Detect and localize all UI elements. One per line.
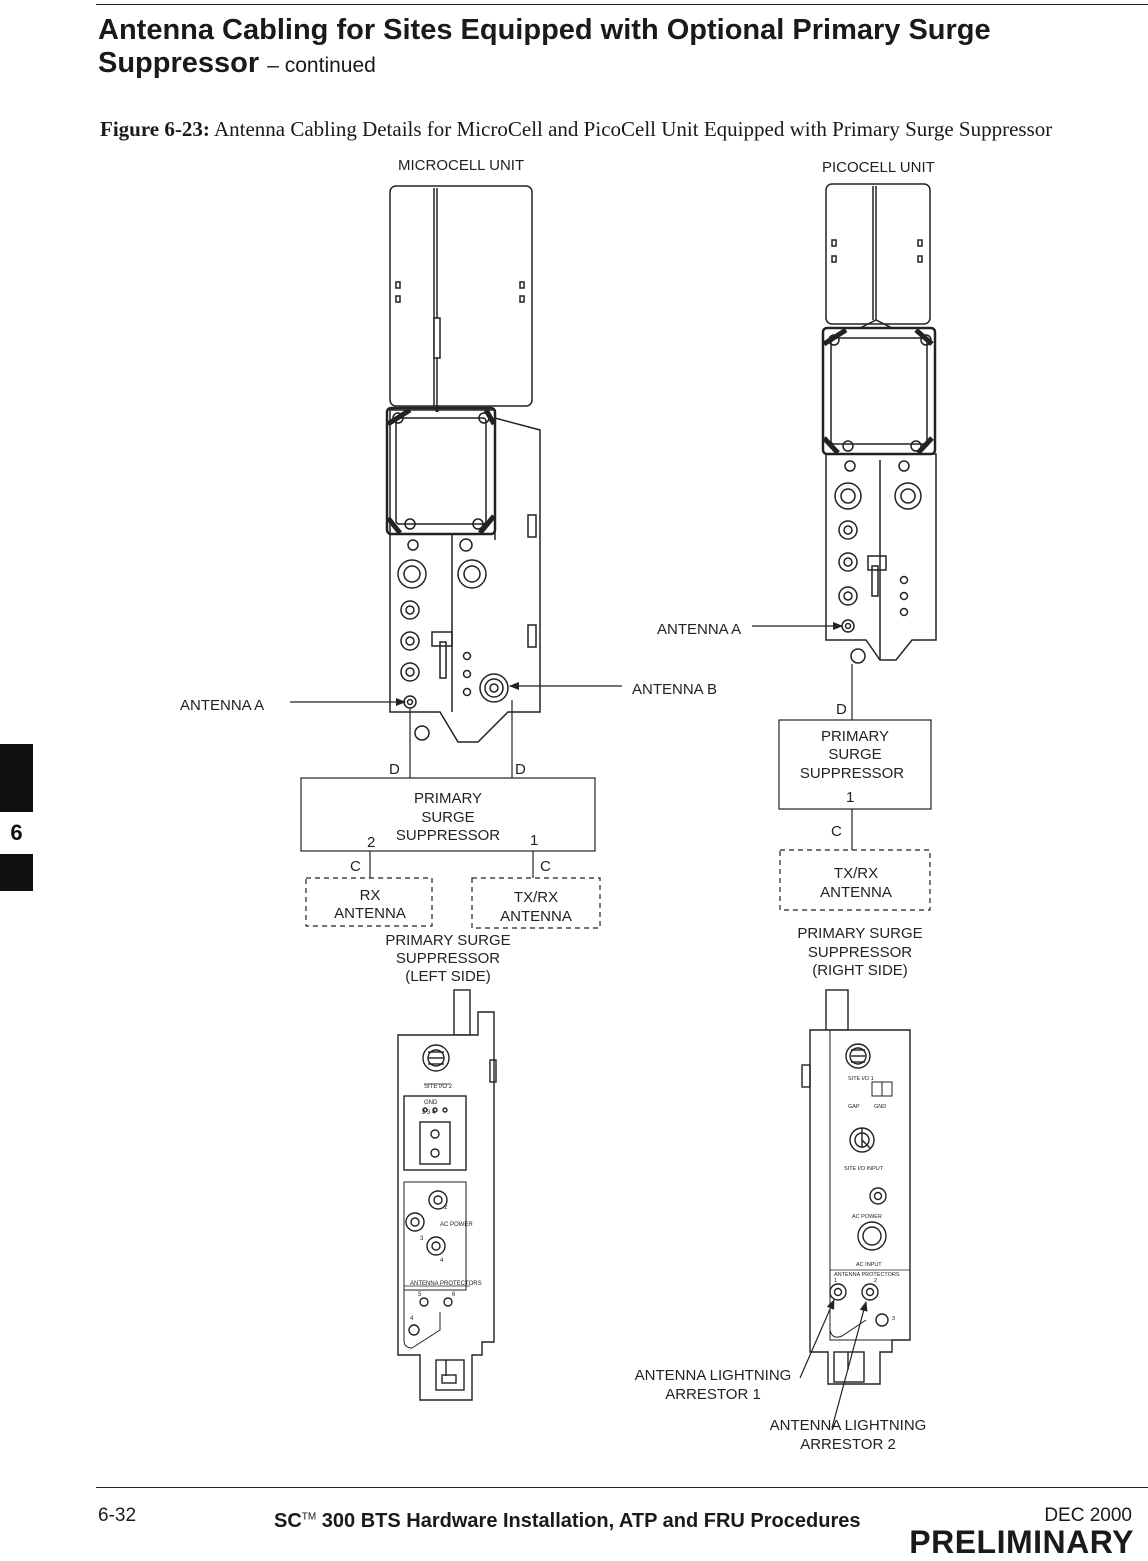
suppressor-left-side-drawing — [398, 990, 496, 1400]
microcell-port-2: 2 — [367, 834, 376, 851]
left-side-label-1: PRIMARY SURGE — [385, 932, 511, 949]
svg-text:ANTENNA PROTECTORS: ANTENNA PROTECTORS — [410, 1281, 482, 1287]
picocell-port-1: 1 — [846, 789, 855, 806]
picocell-suppressor-line3: SUPPRESSOR — [799, 765, 905, 782]
document-date: DEC 2000 — [1044, 1505, 1132, 1526]
microcell-suppressor-line2: SURGE — [421, 809, 475, 826]
microcell-conn-d-left: D — [389, 761, 400, 778]
svg-text:GAP: GAP — [848, 1104, 860, 1110]
right-side-label-2: SUPPRESSOR — [807, 944, 913, 961]
svg-text:6: 6 — [452, 1292, 456, 1298]
microcell-conn-c-right: C — [540, 858, 551, 875]
arrestor-1-line2: ARRESTOR 1 — [665, 1386, 761, 1403]
picocell-suppressor-line1: PRIMARY — [820, 728, 890, 745]
picocell-title: PICOCELL UNIT — [822, 159, 935, 176]
svg-text:2: 2 — [874, 1278, 878, 1284]
svg-text:SITE I/O 2: SITE I/O 2 — [424, 1084, 453, 1090]
microcell-suppressor-line3: SUPPRESSOR — [395, 827, 501, 844]
svg-text:3: 3 — [420, 1236, 424, 1242]
svg-text:SITE I/O INPUT: SITE I/O INPUT — [844, 1166, 884, 1172]
microcell-antenna-a-label: ANTENNA A — [180, 697, 265, 714]
picocell-antenna-a-label: ANTENNA A — [657, 621, 742, 638]
microcell-conn-d-right: D — [515, 761, 526, 778]
page-title-continued: – continued — [267, 54, 376, 77]
rx-antenna-line1: RX — [359, 887, 381, 904]
chapter-tab-lower — [0, 854, 33, 891]
microcell-antenna-b-label: ANTENNA B — [632, 681, 718, 698]
chapter-tab-upper — [0, 744, 33, 812]
picocell-unit-drawing — [823, 184, 936, 663]
svg-text:2: 2 — [444, 1205, 448, 1211]
page-title-text: Antenna Cabling for Sites Equipped with Optional Primary Surge Suppressor — [98, 14, 991, 79]
svg-text:GND: GND — [424, 1100, 438, 1106]
svg-text:2 3 4: 2 3 4 — [422, 1110, 436, 1116]
svg-text:5: 5 — [418, 1292, 422, 1298]
figure-number: Figure 6-23: — [100, 117, 210, 141]
svg-text:SITE I/O 1: SITE I/O 1 — [848, 1076, 874, 1082]
rx-antenna-line2: ANTENNA — [334, 905, 406, 922]
picocell-suppressor-line2: SURGE — [828, 746, 882, 763]
svg-text:ANTENNA PROTECTORS: ANTENNA PROTECTORS — [834, 1272, 900, 1278]
footer-rule — [96, 1487, 1148, 1488]
arrestor-2-line1: ANTENNA LIGHTNING — [769, 1417, 927, 1434]
microcell-txrx-line2: ANTENNA — [500, 908, 572, 925]
chapter-tab-number: 6 — [0, 814, 33, 852]
microcell-unit-drawing — [387, 186, 540, 742]
svg-text:AC POWER: AC POWER — [440, 1222, 473, 1228]
microcell-port-1: 1 — [530, 832, 539, 849]
document-title-rest: 300 BTS Hardware Installation, ATP and FRU Procedures — [316, 1510, 861, 1532]
microcell-conn-c-left: C — [350, 858, 361, 875]
suppressor-right-side-drawing — [802, 990, 910, 1384]
svg-text:GND: GND — [874, 1104, 887, 1110]
svg-text:3: 3 — [892, 1316, 896, 1322]
picocell-txrx-line1: TX/RX — [833, 865, 879, 882]
left-side-label-2: SUPPRESSOR — [395, 950, 501, 967]
svg-text:4: 4 — [440, 1258, 444, 1264]
trademark-mark: TM — [301, 1511, 317, 1523]
svg-text:AC POWER: AC POWER — [852, 1214, 882, 1220]
page-number: 6-32 — [98, 1505, 137, 1526]
document-title-prefix: SC — [274, 1510, 302, 1532]
microcell-title: MICROCELL UNIT — [398, 157, 525, 174]
svg-text:AC INPUT: AC INPUT — [856, 1262, 882, 1268]
picocell-conn-c: C — [831, 823, 842, 840]
preliminary-stamp: PRELIMINARY — [909, 1524, 1134, 1560]
arrestor-2-line2: ARRESTOR 2 — [800, 1436, 896, 1453]
right-side-label-1: PRIMARY SURGE — [797, 925, 923, 942]
picocell-conn-d: D — [836, 701, 847, 718]
arrestor-1-line1: ANTENNA LIGHTNING — [634, 1367, 792, 1384]
picocell-txrx-line2: ANTENNA — [820, 884, 892, 901]
figure-caption-text: Antenna Cabling Details for MicroCell and PicoCell Unit Equipped with Primary Surge Suppressor — [213, 117, 1053, 141]
document-title — [274, 1510, 860, 1533]
microcell-txrx-line1: TX/RX — [513, 889, 559, 906]
microcell-suppressor-line1: PRIMARY — [413, 790, 483, 807]
left-side-label-3: (LEFT SIDE) — [405, 968, 491, 985]
svg-text:1: 1 — [834, 1278, 838, 1284]
svg-text:4: 4 — [410, 1316, 414, 1322]
right-side-label-3: (RIGHT SIDE) — [812, 962, 908, 979]
